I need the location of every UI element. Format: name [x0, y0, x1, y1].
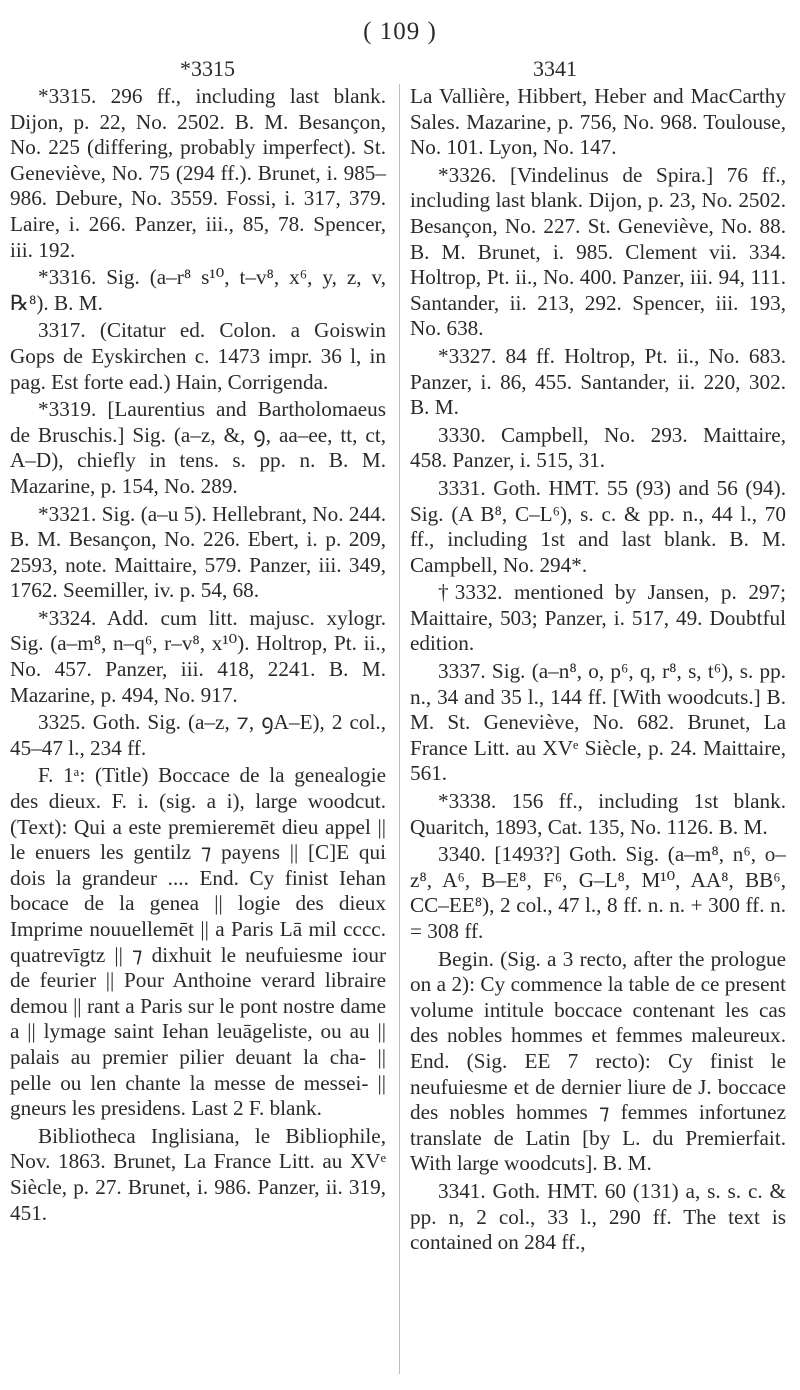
running-head-left: *3315: [180, 56, 235, 81]
right-column: [410, 84, 786, 1258]
running-head-right: 3341: [533, 56, 577, 81]
entry-3325-references-continued: La Vallière, Hibbert, Heber and MacCarthy Sales. Mazarine, p. 756, No. 968. Toulouse, No. 101. Lyon, No. 147.: [410, 84, 786, 160]
entry-3321: *3321. Sig. (a–u 5). Hellebrant, No. 244. B. M. Besançon, No. 226. Ebert, i. p. 209, 2593, note. Maittaire, 579. Panzer, iii. 349, 1762. Seemiller, iv. p. 54, 68.: [10, 501, 386, 603]
entry-3338: *3338. 156 ff., including 1st blank. Quaritch, 1893, Cat. 135, No. 1126. B. M.: [410, 789, 786, 839]
entry-3325: 3325. Goth. Sig. (a–z, ⁊, ꝯA–E), 2 col., 45–47 l., 234 ff.: [10, 710, 386, 760]
entry-3337: 3337. Sig. (a–n⁸, o, p⁶, q, r⁸, s, t⁶), s. pp. n., 34 and 35 l., 144 ff. [With woodcuts.] B. M. St. Geneviève, No. 682. Brunet, La France Litt. au XVᵉ Siècle, p. 24. Maittaire, 561.: [410, 659, 786, 786]
entry-3325-description: F. 1ᵃ: (Title) Boccace de la genealogie des dieux. F. i. (sig. a i), large woodcut. (Text): Qui a este premieremēt dieu appel || le enuers les gentilz ⁊ payens || [C]E qui dois la grandeur .... End. Cy finist Iehan bocace de la genea || logie des dieux Imprime nouuellemēt || a Paris Lā mil cccc. quatrevīgtz || ⁊ dixhuit le neufuiesme iour de feurier || Pour Anthoine verard libraire demou || rant a Paris sur le pont nostre dame a || lymage saint Iehan leuāgeliste, ou au || palais au premier pilier deuant la cha- || pelle ou len chante la messe de messei- || gneurs les presidens. Last 2 F. blank.: [10, 763, 386, 1121]
entry-3327: *3327. 84 ff. Holtrop, Pt. ii., No. 683. Panzer, i. 86, 455. Santander, ii. 220, 302. B. M.: [410, 343, 786, 420]
column-divider: [399, 84, 400, 1374]
entry-3326: *3326. [Vindelinus de Spira.] 76 ff., including last blank. Dijon, p. 23, No. 2502. Besançon, No. 227. St. Geneviève, No. 88. B. M. Brunet, i. 985. Clement vii. 334. Holtrop, Pt. ii., No. 400. Panzer, iii. 94, 111. Santander, ii. 213, 292. Spencer, iii. 193, No. 638.: [410, 162, 786, 341]
entry-3315: *3315. 296 ff., including last blank. Dijon, p. 22, No. 2502. B. M. Besançon, No. 225 (differing, probably imperfect). St. Geneviève, No. 75 (294 ff.). Brunet, i. 985–986. Debure, No. 3559. Fossi, i. 317, 379. Laire, i. 266. Panzer, iii., 85, 78. Spencer, iii. 192.: [10, 84, 386, 262]
entry-3317: 3317. (Citatur ed. Colon. a Goiswin Gops de Eyskirchen c. 1473 impr. 36 l, in pag. Est forte ead.) Hain, Corrigenda.: [10, 318, 386, 394]
entry-3324: *3324. Add. cum litt. majusc. xylogr. Sig. (a–m⁸, n–q⁶, r–v⁸, x¹⁰). Holtrop, Pt. ii., No. 457. Panzer, iii. 418, 2241. B. M. Mazarine, p. 494, No. 917.: [10, 605, 386, 707]
entry-3319: *3319. [Laurentius and Bartholomaeus de Bruschis.] Sig. (a–z, &, ꝯ, aa–ee, tt, ct, A–D), chiefly in tens. s. pp. n. B. M. Mazarine, p. 154, No. 289.: [10, 397, 386, 498]
entry-3316: *3316. Sig. (a–r⁸ s¹⁰, t–v⁸, x⁶, y, z, v, ℞⁸). B. M.: [10, 265, 386, 315]
entry-3330: 3330. Campbell, No. 293. Maittaire, 458. Panzer, i. 515, 31.: [410, 422, 786, 473]
entry-3331: 3331. Goth. HMT. 55 (93) and 56 (94). Sig. (A B⁸, C–L⁶), s. c. & pp. n., 44 l., 70 ff., including 1st and last blank. B. M. Campbell, No. 294*.: [410, 475, 786, 577]
entry-3325-references: Bibliotheca Inglisiana, le Bibliophile, Nov. 1863. Brunet, La France Litt. au XVᵉ Siècle, p. 27. Brunet, i. 986. Panzer, ii. 319, 451.: [10, 1123, 386, 1225]
entry-3332: †3332. mentioned by Jansen, p. 297; Maittaire, 503; Panzer, i. 517, 49. Doubtful edition.: [410, 580, 786, 656]
page-number: ( 109 ): [363, 18, 437, 45]
entry-3340: 3340. [1493?] Goth. Sig. (a–m⁸, n⁶, o–z⁸, A⁶, B–E⁸, F⁶, G–L⁸, M¹⁰, AA⁸, BB⁶, CC–EE⁸), 2 col., 47 l., 8 ff. n. n. + 300 ff. n. = 308 ff.: [410, 842, 786, 943]
entry-3341: 3341. Goth. HMT. 60 (131) a, s. s. c. & pp. n, 2 col., 33 l., 290 ff. The text is contained on 284 ff.,: [410, 1178, 786, 1255]
left-column: [10, 84, 386, 1228]
entry-3340-description: Begin. (Sig. a 3 recto, after the prologue on a 2): Cy commence la table de ce present volume intitule boccace contenant les cas des nobles hommes et femmes maleureux. End. (Sig. EE 7 recto): Cy finist le neufuiesme et de dernier liure de J. boccace des nobles hommes ⁊ femmes infortunez translate de Latin [by L. du Premierfait. With large woodcuts]. B. M.: [410, 946, 786, 1176]
